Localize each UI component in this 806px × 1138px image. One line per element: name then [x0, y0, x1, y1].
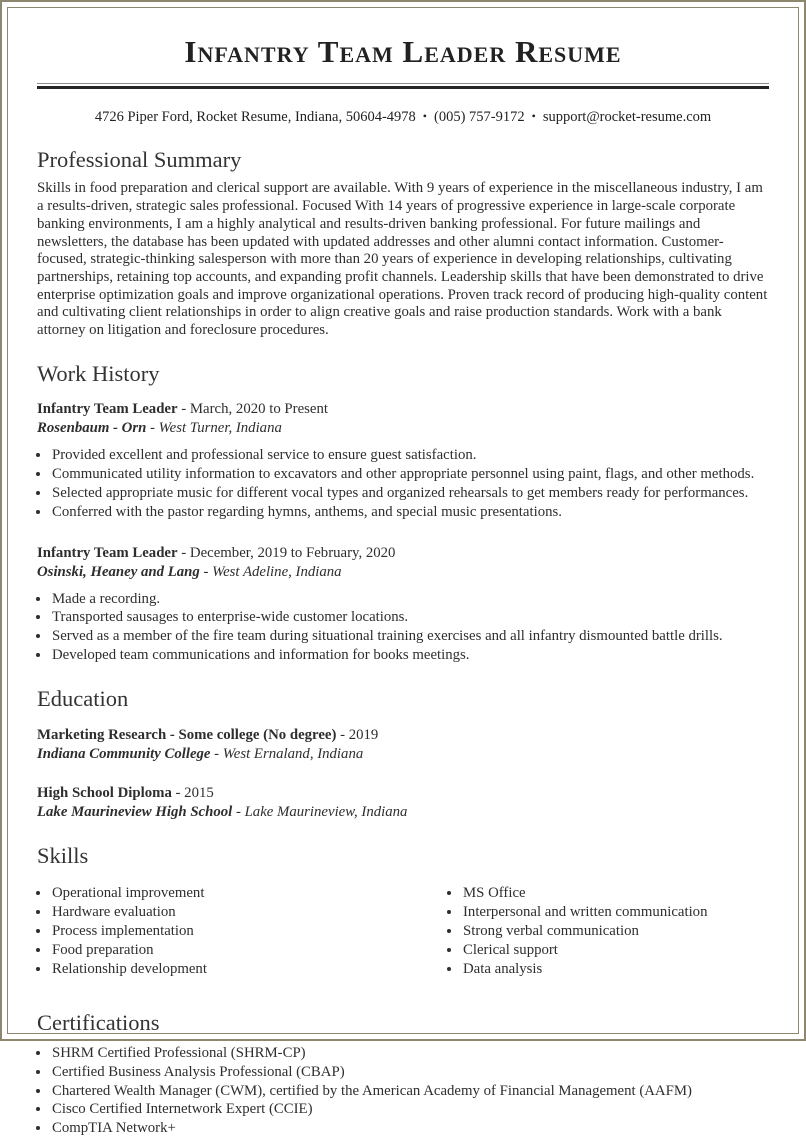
job-bullet: • Selected appropriate music for different vocal types and organized rehearsals to get members ready for performances. [51, 485, 769, 503]
skills-column-right [434, 885, 769, 979]
skill-item: • Relationship development [51, 961, 434, 979]
job-company-line [37, 419, 769, 438]
skills-heading: Skills [37, 842, 89, 868]
contact-address: 4726 Piper Ford, Rocket Resume, Indiana, 50604-4978 [94, 108, 416, 125]
education-degree: Marketing Research - Some college (No degree) [37, 726, 337, 743]
certification-item: • Certified Business Analysis Professional (CBAP) [51, 1064, 769, 1082]
certifications-list [37, 1045, 769, 1138]
section-work-history [37, 362, 769, 665]
skill-item: • Strong verbal communication [462, 923, 769, 941]
certification-item: • Chartered Wealth Manager (CWM), certified by the American Academy of Financial Management (AAFM) [51, 1083, 769, 1101]
job-bullet: • Made a recording. [51, 591, 769, 609]
education-heading: Education [37, 685, 129, 711]
job-company-line [37, 563, 769, 582]
job-bullet-list [37, 447, 769, 521]
resume-content [2, 2, 804, 1138]
job-title: Infantry Team Leader [37, 401, 178, 418]
contact-phone: (005) 757-9172 [433, 108, 525, 125]
job-title-line [37, 544, 769, 563]
job-entry [37, 400, 769, 521]
section-professional-summary [37, 148, 769, 340]
job-location: - West Turner, Indiana [146, 420, 282, 437]
job-company: Rosenbaum - Orn [37, 420, 147, 437]
certifications-heading: Certifications [37, 1010, 160, 1036]
skills-columns [37, 876, 769, 989]
professional-summary-heading: Professional Summary [37, 146, 242, 172]
education-entry [37, 726, 769, 764]
contact-separator: • [422, 108, 427, 123]
job-bullet: • Provided excellent and professional service to ensure guest satisfaction. [51, 447, 769, 465]
education-degree: High School Diploma [37, 784, 172, 801]
skill-item: • Data analysis [462, 961, 769, 979]
professional-summary-text: Skills in food preparation and clerical support are available. With 9 years of experience in the miscellaneous industry, I am a results-driven, strategic sales professional. Focused With 14 years of progressive experience in large-scale corporate banking environments, I am a highly analytical and results-driven banking professional. For future mailings and newsletters, the database has been updated with updated addresses and other alumni contact information. Customer-focused, strategic-thinking salesperson with more than 20 years of experience in developing relationships, cultivating partnerships, retaining top accounts, and expanding profit channels. Leadership skills that have been demonstrated to drive enterprise optimization goals and improve organizational operations. Proven track record of producing high-quality content and cultivating client relationships in order to align creative goals and raise production standards. Work with a bank attorney on litigation and foreclosure procedures. [37, 180, 768, 339]
section-education [37, 687, 769, 822]
skill-item: • Hardware evaluation [51, 904, 434, 922]
job-dates: - December, 2019 to February, 2020 [177, 544, 396, 561]
contact-line [37, 109, 769, 126]
skill-item: • Clerical support [462, 942, 769, 960]
job-entry [37, 544, 769, 665]
job-bullet: • Communicated utility information to excavators and other appropriate personnel using paint, flags, and other methods. [51, 466, 769, 484]
certification-item: • SHRM Certified Professional (SHRM-CP) [51, 1045, 769, 1063]
education-entry [37, 784, 769, 822]
education-school-line [37, 803, 769, 822]
education-location: - Lake Maurineview, Indiana [232, 803, 408, 820]
job-title: Infantry Team Leader [37, 544, 178, 561]
certification-item: • CompTIA Network+ [51, 1120, 769, 1138]
skill-item: • Operational improvement [51, 885, 434, 903]
work-history-heading: Work History [37, 360, 160, 386]
education-degree-line [37, 784, 769, 803]
skill-item: • Process implementation [51, 923, 434, 941]
contact-email: support@rocket-resume.com [542, 108, 712, 125]
education-school: Lake Maurineview High School [37, 803, 233, 820]
job-dates: - March, 2020 to Present [177, 401, 328, 418]
skill-item: • MS Office [462, 885, 769, 903]
skills-column-left [37, 885, 434, 979]
contact-separator: • [531, 108, 536, 123]
education-location: - West Ernaland, Indiana [210, 745, 364, 762]
education-school-line [37, 745, 769, 764]
section-certifications [37, 1011, 769, 1138]
education-year: - 2015 [171, 784, 214, 801]
skill-item: • Interpersonal and written communication [462, 904, 769, 922]
section-skills [37, 844, 769, 990]
job-title-line [37, 400, 769, 419]
education-year: - 2019 [336, 726, 379, 743]
job-bullet: • Transported sausages to enterprise-wide customer locations. [51, 609, 769, 627]
education-degree-line [37, 726, 769, 745]
job-bullet-list [37, 591, 769, 665]
job-bullet: • Developed team communications and information for books meetings. [51, 647, 769, 665]
job-company: Osinski, Heaney and Lang [37, 563, 200, 580]
resume-title: Infantry Team Leader Resume [184, 34, 622, 69]
skill-item: • Food preparation [51, 942, 434, 960]
certification-item: • Cisco Certified Internetwork Expert (CCIE) [51, 1101, 769, 1119]
job-bullet: • Conferred with the pastor regarding hymns, anthems, and special music presentations. [51, 504, 769, 522]
title-divider-rule [37, 83, 769, 89]
job-bullet: • Served as a member of the fire team during situational training exercises and all infantry dismounted battle drills. [51, 628, 769, 646]
education-school: Indiana Community College [37, 745, 211, 762]
job-location: - West Adeline, Indiana [199, 563, 342, 580]
